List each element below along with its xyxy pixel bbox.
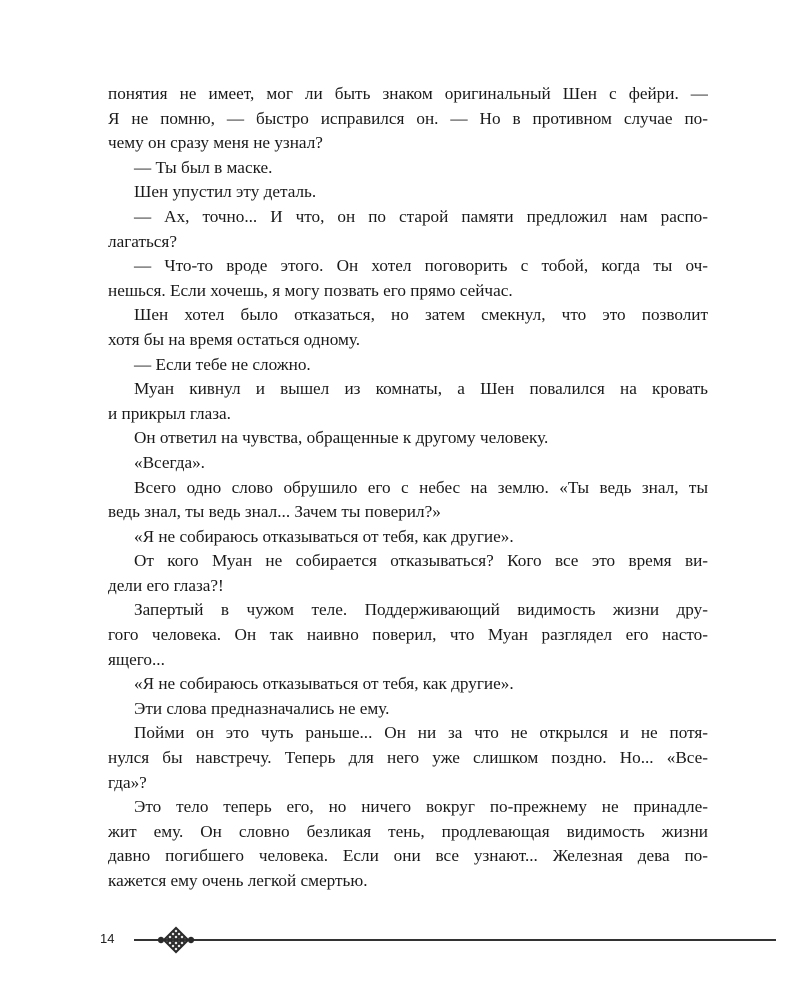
body-text <box>108 82 708 894</box>
text-line: Я не помню, — быстро исправился он. — Но в противном случае по- <box>108 108 708 128</box>
text-line: Шен упустил эту деталь. <box>134 182 317 202</box>
text-line: чему он сразу меня не узнал? <box>108 133 323 153</box>
text-line: давно погибшего человека. Если они все узнают... Железная дева по- <box>108 846 708 866</box>
text-line: хотя бы на время остаться одному. <box>108 329 361 349</box>
text-line: кажется ему очень легкой смертью. <box>108 871 368 890</box>
text-line: Муан кивнул и вышел из комнаты, а Шен повалился на кровать <box>134 379 708 399</box>
text-line: нулся бы навстречу. Теперь для него уже слишком поздно. Но... «Все- <box>108 748 708 768</box>
page-number: 14 <box>100 931 115 946</box>
footer-rule <box>134 939 776 941</box>
text-line: лагаться? <box>108 231 177 251</box>
text-line: жит ему. Он словно безликая тень, продлевающая видимость жизни <box>108 821 708 841</box>
text-line: ведь знал, ты ведь знал... Зачем ты поверил?» <box>108 502 441 522</box>
text-line: «Я не собираюсь отказываться от тебя, как другие». <box>134 674 514 694</box>
text-line: — Ты был в маске. <box>134 157 273 177</box>
text-line: От кого Муан не собирается отказываться? Кого все это время ви- <box>134 551 708 571</box>
page-footer <box>100 926 780 956</box>
text-line: и прикрыл глаза. <box>108 403 231 423</box>
text-line: — Ах, точно... И что, он по старой памяти предложил нам распо- <box>134 206 708 226</box>
text-line: Это тело теперь его, но ничего вокруг по-прежнему не принадле- <box>134 797 708 817</box>
text-line: Он ответил на чувства, обращенные к другому человеку. <box>134 428 549 448</box>
text-line: Всего одно слово обрушило его с небес на землю. «Ты ведь знал, ты <box>134 477 708 497</box>
text-line: понятия не имеет, мог ли быть знаком оригинальный Шен с фейри. — <box>108 84 708 103</box>
text-line: «Я не собираюсь отказываться от тебя, как другие». <box>134 526 514 546</box>
text-line: дели его глаза?! <box>108 575 224 595</box>
text-line: — Что-то вроде этого. Он хотел поговорить с тобой, когда ты оч- <box>134 256 708 276</box>
text-line: гого человека. Он так наивно поверил, что Муан разглядел его насто- <box>108 625 708 645</box>
text-line: Запертый в чужом теле. Поддерживающий видимость жизни дру- <box>134 600 708 620</box>
text-line: гда»? <box>108 772 147 792</box>
endless-knot-ornament-icon <box>156 926 196 954</box>
text-line: — Если тебе не сложно. <box>134 354 311 374</box>
text-line: ящего... <box>108 649 165 669</box>
text-line: нешься. Если хочешь, я могу позвать его прямо сейчас. <box>108 280 513 300</box>
text-line: Пойми он это чуть раньше... Он ни за что не открылся и не потя- <box>134 723 708 743</box>
text-line: Эти слова предназначались не ему. <box>134 698 390 718</box>
text-line: Шен хотел было отказаться, но затем смекнул, что это позволит <box>134 305 708 325</box>
text-line: «Всегда». <box>134 452 205 472</box>
